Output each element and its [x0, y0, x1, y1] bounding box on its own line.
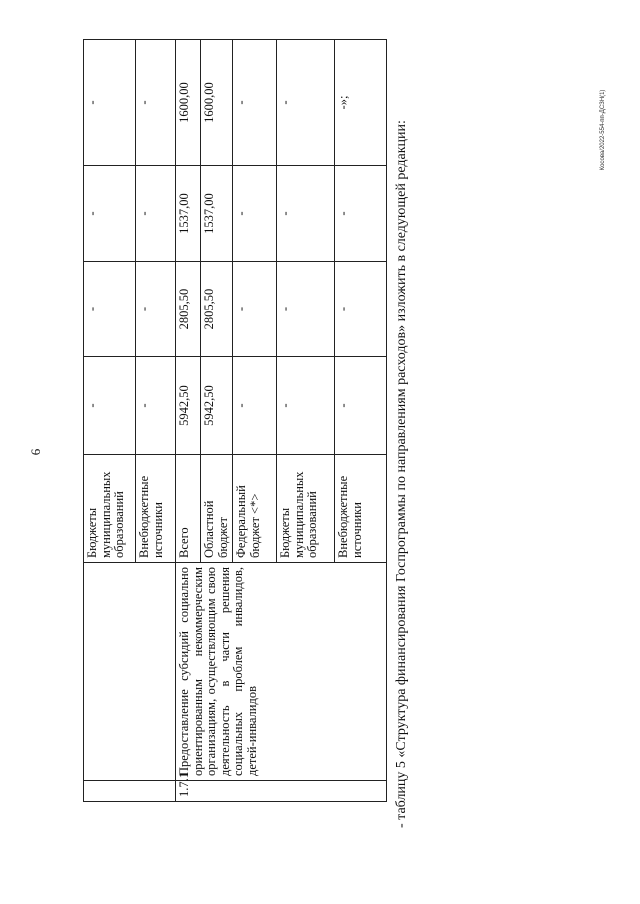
- source-cell: Областной бюджет: [201, 455, 233, 563]
- value-cell: 5942,50: [176, 357, 201, 455]
- value-cell: -: [84, 262, 136, 357]
- empty-description-cell: [84, 563, 176, 781]
- value-cell: 1600,00: [201, 40, 233, 166]
- value-cell: -: [335, 262, 387, 357]
- value-cell: 1537,00: [201, 166, 233, 262]
- rotated-table-area: [83, 40, 385, 802]
- source-cell: Всего: [176, 455, 201, 563]
- source-cell: Федеральный бюджет <*>: [233, 455, 277, 563]
- value-cell: 5942,50: [201, 357, 233, 455]
- value-cell: -: [233, 166, 277, 262]
- value-cell: -: [233, 262, 277, 357]
- empty-index-cell: [84, 781, 176, 802]
- item-index: 1.7.1: [176, 781, 387, 802]
- source-cell: Бюджеты муниципальных образований: [84, 455, 136, 563]
- value-cell: 2805,50: [201, 262, 233, 357]
- table-row: [84, 40, 136, 802]
- value-cell: -: [233, 357, 277, 455]
- value-cell: -: [233, 40, 277, 166]
- value-cell: -: [335, 357, 387, 455]
- value-cell: -: [84, 166, 136, 262]
- item-description: Предоставление субсидий социально ориентированным некоммерческим организациям, осуществляющим свою деятельность в части решения социальных проблем инвалидов, детей-инвалидов: [176, 563, 387, 781]
- value-cell: -: [277, 262, 335, 357]
- value-cell: -: [277, 357, 335, 455]
- value-cell: -»;: [335, 40, 387, 166]
- value-cell: -: [84, 40, 136, 166]
- value-cell: -: [84, 357, 136, 455]
- value-cell: -: [136, 357, 176, 455]
- value-cell: -: [335, 166, 387, 262]
- value-cell: 1600,00: [176, 40, 201, 166]
- value-cell: -: [136, 166, 176, 262]
- instruction-paragraph-area: [392, 40, 452, 860]
- source-cell: Внебюджетные источники: [335, 455, 387, 563]
- financing-table: [83, 39, 387, 802]
- instruction-paragraph: - таблицу 5 «Структура финансирования Госпрограммы по направлениям расходов» изложить в следующей редакции:: [394, 120, 409, 828]
- source-cell: Внебюджетные источники: [136, 455, 176, 563]
- value-cell: -: [277, 40, 335, 166]
- table-row: [176, 40, 201, 802]
- value-cell: -: [277, 166, 335, 262]
- value-cell: 2805,50: [176, 262, 201, 357]
- value-cell: -: [136, 40, 176, 166]
- source-cell: Бюджеты муниципальных образований: [277, 455, 335, 563]
- value-cell: -: [136, 262, 176, 357]
- value-cell: 1537,00: [176, 166, 201, 262]
